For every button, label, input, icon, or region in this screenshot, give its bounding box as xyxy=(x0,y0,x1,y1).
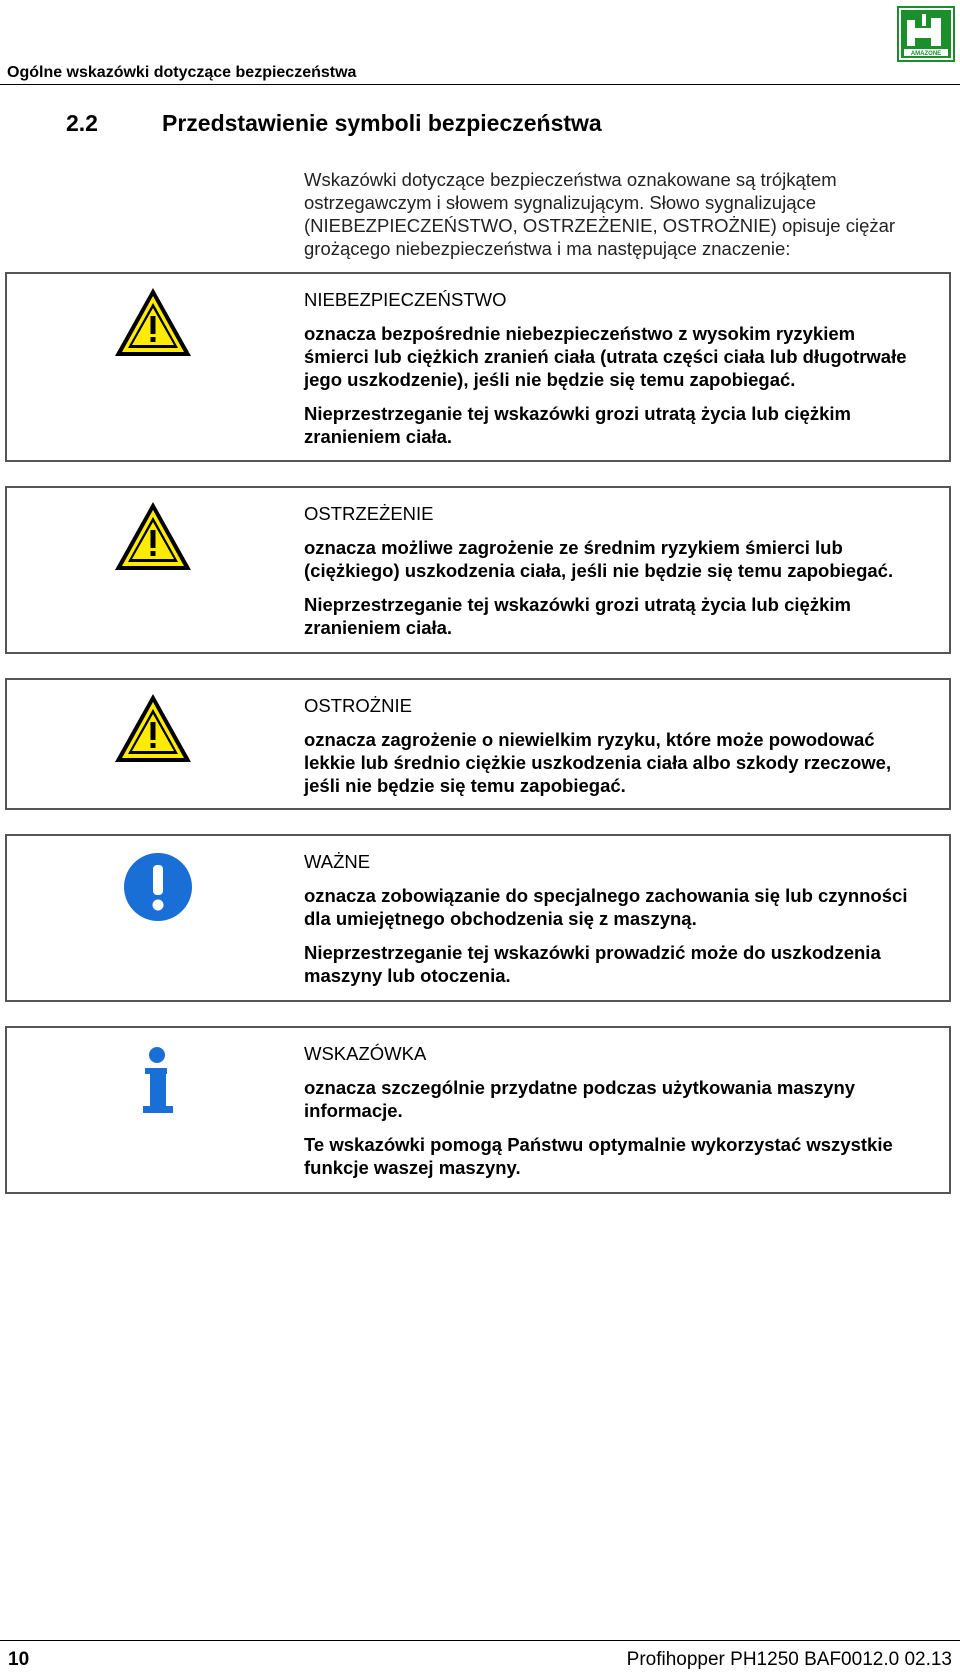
box-paragraph: Nieprzestrzeganie tej wskazówki grozi utratą życia lub ciężkim zranieniem ciała. xyxy=(304,403,851,447)
signal-word-danger: NIEBEZPIECZEŃSTWO xyxy=(304,289,507,310)
box-paragraph: oznacza szczególnie przydatne podczas użytkowania maszyny informacje. xyxy=(304,1077,856,1121)
section-title: Przedstawienie symboli bezpieczeństwa xyxy=(162,110,602,136)
box-paragraph: oznacza możliwe zagrożenie ze średnim ryzykiem śmierci lub (ciężkiego) uszkodzenia ciała, jeśli nie będzie się temu zapobiegać. xyxy=(304,537,894,581)
header-divider xyxy=(0,84,960,85)
note-box xyxy=(5,1026,951,1194)
box-paragraph: Te wskazówki pomogą Państwu optymalnie wykorzystać wszystkie funkcje waszej maszyny. xyxy=(304,1134,893,1178)
signal-word-warning: OSTRZEŻENIE xyxy=(304,503,434,524)
footer-divider xyxy=(0,1640,960,1641)
intro-line: grożącego niebezpieczeństwa i ma następujące znaczenie: xyxy=(304,238,791,259)
intro-paragraph xyxy=(304,168,944,260)
intro-line: (NIEBEZPIECZEŃSTWO, OSTRZEŻENIE, OSTROŻNIE) opisuje ciężar xyxy=(304,215,896,236)
section-number: 2.2 xyxy=(66,110,98,136)
signal-word-important: WAŻNE xyxy=(304,851,371,872)
box-paragraph: Nieprzestrzeganie tej wskazówki prowadzić może do uszkodzenia maszyny lub otoczenia. xyxy=(304,942,881,986)
warning-triangle-icon xyxy=(113,692,193,769)
page-number: 10 xyxy=(8,1649,30,1670)
svg-text:AMAZONE: AMAZONE xyxy=(910,51,942,57)
amazone-logo xyxy=(897,6,955,62)
info-icon xyxy=(137,1046,177,1121)
warning-triangle-icon xyxy=(113,286,193,363)
box-paragraph: oznacza zagrożenie o niewielkim ryzyku, które może powodować lekkie lub średnio ciężkie uszkodzenia ciała albo szkody rzeczowe, jeśli nie będzie się temu zapobiegać. xyxy=(304,729,892,796)
box-paragraph: oznacza bezpośrednie niebezpieczeństwo z wysokim ryzykiem śmierci lub ciężkich zranień ciała (utrata części ciała lub długotrwałe jego uszkodzenie), jeśli nie będzie się temu zapobiegać. xyxy=(304,323,907,390)
document-reference: Profihopper PH1250 BAF0012.0 02.13 xyxy=(626,1649,952,1670)
danger-box xyxy=(5,272,951,462)
section-heading xyxy=(66,110,602,137)
exclamation-circle-icon xyxy=(123,852,193,927)
signal-word-note: WSKAZÓWKA xyxy=(304,1043,427,1064)
box-paragraph: oznacza zobowiązanie do specjalnego zachowania się lub czynności dla umiejętnego obchodzenia się z maszyną. xyxy=(304,885,908,929)
caution-box xyxy=(5,678,951,810)
intro-line: ostrzegawczym i słowem sygnalizującym. Słowo sygnalizujące xyxy=(304,192,817,213)
warning-box xyxy=(5,486,951,654)
intro-line: Wskazówki dotyczące bezpieczeństwa oznakowane są trójkątem xyxy=(304,169,837,190)
signal-word-caution: OSTROŻNIE xyxy=(304,695,412,716)
header-title: Ogólne wskazówki dotyczące bezpieczeństwa xyxy=(7,64,357,81)
box-paragraph: Nieprzestrzeganie tej wskazówki grozi utratą życia lub ciężkim zranieniem ciała. xyxy=(304,594,851,638)
warning-triangle-icon xyxy=(113,500,193,577)
important-box xyxy=(5,834,951,1002)
